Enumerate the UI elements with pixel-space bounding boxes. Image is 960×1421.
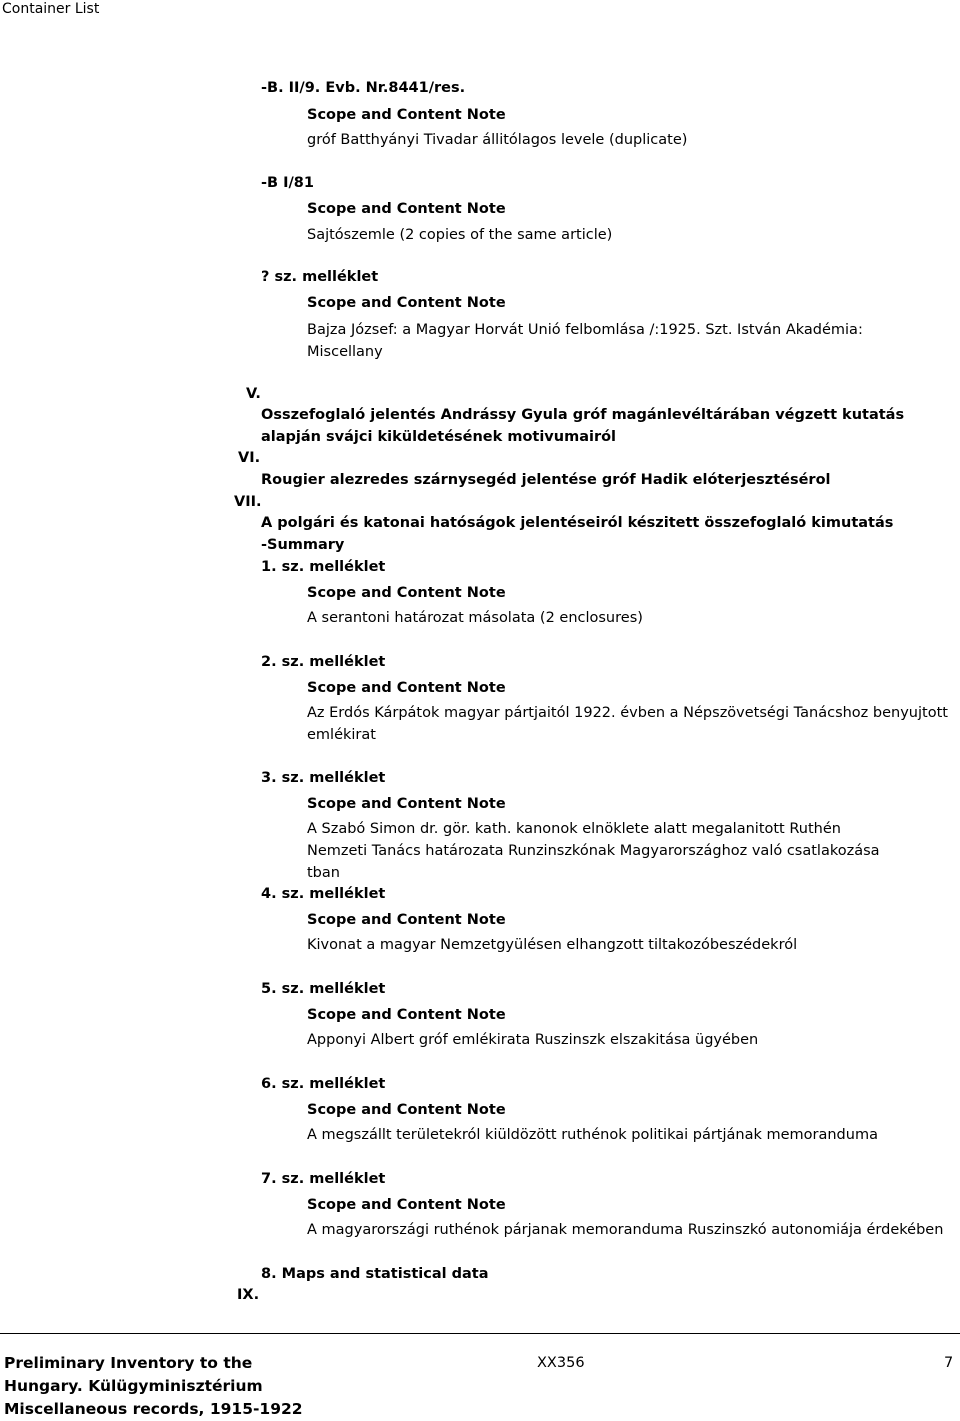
- attachment-label: 4. sz. melléklet: [261, 886, 386, 902]
- scope-note-text: A Szabó Simon dr. gör. kath. kanonok elnöklete alatt megalanitott Ruthén Nemzeti Tanács határozata Runzinszkónak Magyarországhoz való csatlakozása tban: [307, 821, 880, 881]
- scope-note-text: A magyarországi ruthénok párjanak memoranduma Ruszinszkó autonomiája érdekében: [307, 1222, 944, 1238]
- scope-note-heading: Scope and Content Note: [307, 796, 506, 812]
- section-title: Osszefoglaló jelentés Andrássy Gyula gróf magánlevéltárában végzett kutatás alapján svájci kiküldetésének motivumairól: [261, 407, 905, 445]
- scope-note-heading: Scope and Content Note: [307, 1197, 506, 1213]
- page-header-title: Container List: [2, 1, 100, 17]
- item-label: -B. II/9. Evb. Nr.8441/res.: [261, 80, 466, 96]
- scope-note-heading: Scope and Content Note: [307, 912, 506, 928]
- section-subtitle: -Summary: [261, 537, 345, 553]
- footer-line: Hungary. Külügyminisztérium: [4, 1377, 263, 1395]
- scope-note-text: gróf Batthyányi Tivadar állitólagos levele (duplicate): [307, 132, 688, 148]
- scope-note-text: Az Erdós Kárpátok magyar pártjaitól 1922. évben a Népszövetségi Tanácshoz benyujtott emlékirat: [307, 705, 948, 743]
- footer-collection-code: XX356: [537, 1355, 585, 1371]
- section-number: VI.: [238, 450, 261, 466]
- scope-note-heading: Scope and Content Note: [307, 1007, 506, 1023]
- item-label: ? sz. melléklet: [261, 269, 379, 285]
- page-number: 7: [944, 1355, 954, 1371]
- attachment-label: 1. sz. melléklet: [261, 559, 386, 575]
- attachment-label: 3. sz. melléklet: [261, 770, 386, 786]
- scope-note-text: Apponyi Albert gróf emlékirata Ruszinszk elszakitása ügyében: [307, 1032, 759, 1048]
- footer-collection-title: [4, 1352, 303, 1421]
- scope-note-heading: Scope and Content Note: [307, 680, 506, 696]
- scope-note-text: Sajtószemle (2 copies of the same article): [307, 227, 613, 243]
- scope-note-text: A megszállt területekról kiüldözött ruthénok politikai pártjának memoranduma: [307, 1127, 878, 1143]
- section-number: V.: [246, 386, 261, 402]
- section-number: VII.: [234, 494, 262, 510]
- section-title: Rougier alezredes szárnysegéd jelentése gróf Hadik elóterjesztésérol: [261, 472, 831, 488]
- scope-note-heading: Scope and Content Note: [307, 585, 506, 601]
- attachment-label: 6. sz. melléklet: [261, 1076, 386, 1092]
- scope-note-heading: Scope and Content Note: [307, 295, 506, 311]
- attachment-label: 8. Maps and statistical data: [261, 1266, 489, 1282]
- scope-note-heading: Scope and Content Note: [307, 201, 506, 217]
- scope-note-text: A serantoni határozat másolata (2 enclosures): [307, 610, 643, 626]
- attachment-label: 5. sz. melléklet: [261, 981, 386, 997]
- footer-divider: [0, 1333, 960, 1334]
- footer-line: Preliminary Inventory to the: [4, 1354, 253, 1372]
- item-label: -B I/81: [261, 175, 314, 191]
- scope-note-text: Kivonat a magyar Nemzetgyülésen elhangzott tiltakozóbeszédekról: [307, 937, 798, 953]
- scope-note-heading: Scope and Content Note: [307, 1102, 506, 1118]
- footer-line: Miscellaneous records, 1915-1922: [4, 1400, 303, 1418]
- section-number: IX.: [237, 1287, 260, 1303]
- section-title: A polgári és katonai hatóságok jelentéseiról készitett összefoglaló kimutatás: [261, 515, 894, 531]
- attachment-label: 2. sz. melléklet: [261, 654, 386, 670]
- attachment-label: 7. sz. melléklet: [261, 1171, 386, 1187]
- scope-note-text: Bajza József: a Magyar Horvát Unió felbomlása /:1925. Szt. István Akadémia: Miscellany: [307, 322, 863, 360]
- scope-note-heading: Scope and Content Note: [307, 107, 506, 123]
